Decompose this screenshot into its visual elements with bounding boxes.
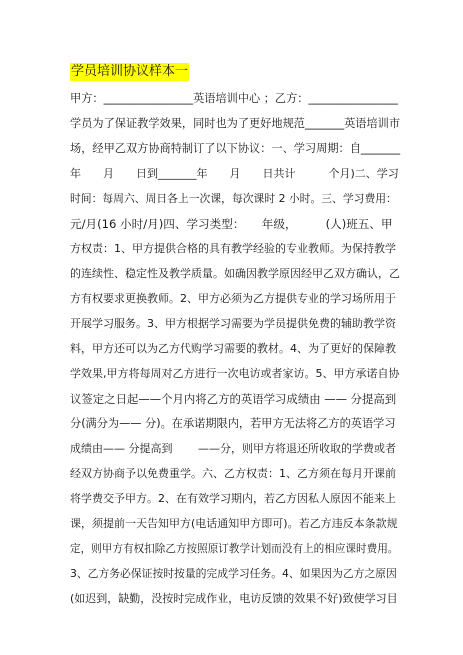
document-line: 学员为了保证教学效果，同时也为了更好地规范_______英语培训市 bbox=[70, 117, 401, 130]
document-line: 时间：每周六、周日各上一次课，每次课时 2 小时。三、学习费用： bbox=[70, 192, 397, 205]
document-line: 的连续性、稳定性及教学质量。如确因教学原因经甲乙双方确认，乙 bbox=[70, 267, 400, 280]
document-line: 方权责：1、甲方提供合格的具有教学经验的专业教师。为保持教学 bbox=[70, 242, 396, 255]
document-line: 场，经甲乙双方协商特制订了以下协议：一、学习周期：自_______ bbox=[70, 142, 401, 155]
document-line: 议签定之日起——个月内将乙方的英语学习成绩由 —— 分提高到 bbox=[70, 392, 397, 406]
document-line: 经双方协商予以免费重学。六、乙方权责：1、乙方须在每月开课前 bbox=[70, 467, 396, 480]
document-line: 开展学习服务。3、甲方根据学习需要为学员提供免费的辅助教学资 bbox=[70, 317, 396, 330]
document-line: 料，甲方还可以为乙方代购学习需要的教材。4、为了更好的保障教 bbox=[70, 342, 396, 355]
document-line: 甲方：________________英语培训中心 ；乙方：________________ bbox=[70, 92, 398, 105]
document-line: 课，须提前一天告知甲方(电话通知甲方即可)。若乙方违反本条款规 bbox=[70, 517, 398, 530]
document-line: 将学费交予甲方。2、在有效学习期内，若乙方因私人原因不能来上 bbox=[70, 492, 396, 505]
document-line: (如迟到，缺勤，没按时完成作业，电访反馈的效果不好)致使学习目 bbox=[70, 592, 398, 605]
document-line: 3、乙方务必保证按时按量的完成学习任务。4、如果因为乙方之原因 bbox=[70, 567, 397, 580]
document-line: 学效果,甲方将每周对乙方进行一次电访或者家访。5、甲方承诺自协 bbox=[70, 367, 400, 380]
document-line: 元/月(16 小时/月)四、学习类型： 年级， (人)班五、甲 bbox=[70, 217, 393, 231]
document-line: 方有权要求更换教师。2、甲方必须为乙方提供专业的学习场所用于 bbox=[70, 292, 396, 305]
document-line: 分(满分为—— 分)。在承诺期限内，若甲方无法将乙方的英语学习 bbox=[70, 417, 396, 430]
document-line: 年 月 日到_______年 月 日共计 个月)二、学习 bbox=[70, 167, 399, 180]
document-line: 成绩由—— 分提高到 ——分，则甲方将退还所收取的学费或者 bbox=[70, 442, 396, 455]
document-title: 学员培训协议样本一 bbox=[71, 64, 189, 79]
document-line: 定，则甲方有权扣除乙方按照原订教学计划而没有上的相应课时费用。 bbox=[70, 543, 399, 555]
